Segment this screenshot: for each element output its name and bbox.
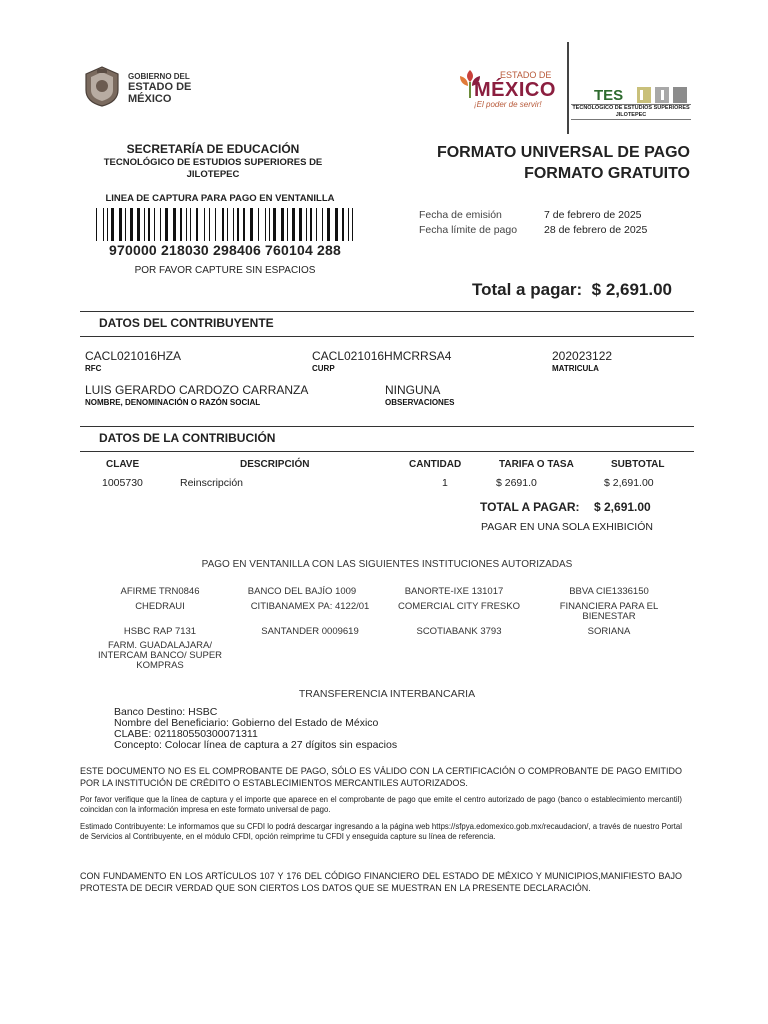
tes-bars-icon xyxy=(637,87,689,103)
institution-item: SANTANDER 0009619 xyxy=(261,626,359,637)
tes-logo: TES xyxy=(594,87,624,104)
transferencia-line: Nombre del Beneficiario: Gobierno del Estado de México xyxy=(114,717,379,729)
institution-item: BANCO DEL BAJÍO 1009 xyxy=(247,586,357,597)
divider-contribuyente-top xyxy=(80,311,694,312)
col-header-descripcion: DESCRIPCIÓN xyxy=(240,459,310,470)
institution-item: BBVA CIE1336150 xyxy=(569,586,649,597)
transferencia-line: Concepto: Colocar línea de captura a 27 dígitos sin espacios xyxy=(114,739,398,751)
transferencia-line: CLABE: 021180550300071311 xyxy=(114,728,258,740)
institution-item: AFIRME TRN0846 xyxy=(120,586,200,597)
transferencia-line: Banco Destino: HSBC xyxy=(114,706,218,718)
col-header-clave: CLAVE xyxy=(106,459,140,470)
formato-title: FORMATO UNIVERSAL DE PAGO xyxy=(436,144,690,161)
legal-paragraph-4: CON FUNDAMENTO EN LOS ARTÍCULOS 107 Y 176 DEL CÓDIGO FINANCIERO DEL ESTADO DE MÉXICO Y MUNICIPIOS,MANIFIESTO BAJO PROTESTA DE DECIR VERDAD QUE SON CIERTOS LOS DATOS QUE SE MUESTRAN EN LA PRESENTE DECLARACIÓN. xyxy=(80,871,682,893)
divider-contribucion-bottom xyxy=(80,451,694,452)
transferencia-title: TRANSFERENCIA INTERBANCARIA xyxy=(298,688,476,700)
institution-item: SORIANA xyxy=(587,626,631,637)
exhibicion-note: PAGAR EN UNA SOLA EXHIBICIÓN xyxy=(481,521,653,533)
nombre-value: LUIS GERARDO CARDOZO CARRANZA xyxy=(85,383,309,397)
capture-number: 970000 218030 298406 760104 288 xyxy=(109,242,341,258)
row-cantidad: 1 xyxy=(442,477,448,489)
divider-contribuyente-bottom xyxy=(80,336,694,337)
col-header-tarifa: TARIFA O TASA xyxy=(499,459,574,470)
capture-instruction: POR FAVOR CAPTURE SIN ESPACIOS xyxy=(134,265,316,276)
legal-paragraph-1: ESTE DOCUMENTO NO ES EL COMPROBANTE DE PAGO, SÓLO ES VÁLIDO CON LA CERTIFICACIÓN O COMPROBANTE DE PAGO EMITIDO POR LA INSTITUCIÓN DE CRÉDITO O ESTABLECIMIENTOS MERCANTILES AUTORIZADOS. xyxy=(80,766,682,788)
col-header-cantidad: CANTIDAD xyxy=(409,459,462,470)
instituciones-title: PAGO EN VENTANILLA CON LAS SIGUIENTES INSTITUCIONES AUTORIZADAS xyxy=(201,559,573,570)
edomex-slogan: ¡El poder de servir! xyxy=(474,100,542,109)
curp-value: CACL021016HMCRRSA4 xyxy=(312,349,452,363)
total-header-value: $ 2,691.00 xyxy=(591,280,672,299)
row-descripcion: Reinscripción xyxy=(180,477,244,489)
nombre-label: NOMBRE, DENOMINACIÓN O RAZÓN SOCIAL xyxy=(85,398,261,407)
observaciones-label: OBSERVACIONES xyxy=(385,398,455,407)
formato-subtitle: FORMATO GRATUITO xyxy=(524,165,690,182)
limite-value: 28 de febrero de 2025 xyxy=(544,224,648,236)
divider-contribucion-top xyxy=(80,426,694,427)
row-tarifa: $ 2691.0 xyxy=(496,477,537,489)
tes-subtitle xyxy=(571,104,691,120)
linea-captura-label: LINEA DE CAPTURA PARA PAGO EN VENTANILLA xyxy=(105,193,335,204)
curp-label: CURP xyxy=(312,364,335,373)
tes-sub-line-1: TECNOLÓGICO DE ESTUDIOS SUPERIORES xyxy=(572,105,690,111)
edomex-small: ESTADO DE xyxy=(500,70,552,80)
gob-line-3: MÉXICO xyxy=(128,93,172,105)
total-header xyxy=(440,280,672,300)
institution-item: COMERCIAL CITY FRESKO xyxy=(398,601,520,612)
institution-item: BANORTE-IXE 131017 xyxy=(404,586,504,597)
tecnologico-subtitle: TECNOLÓGICO DE ESTUDIOS SUPERIORES DE JILOTEPEC xyxy=(103,157,323,180)
institution-item: FINANCIERA PARA EL BIENESTAR xyxy=(559,601,659,622)
gob-line-2: ESTADO DE xyxy=(128,81,192,93)
secretaria-title: SECRETARÍA DE EDUCACIÓN xyxy=(126,142,300,156)
rfc-label: RFC xyxy=(85,364,102,373)
total-pagar-label: TOTAL A PAGAR: xyxy=(480,500,580,514)
edomex-logo-text xyxy=(474,70,556,109)
matricula-label: MATRICULA xyxy=(552,364,599,373)
institution-item: CHEDRAUI xyxy=(135,601,185,612)
row-subtotal: $ 2,691.00 xyxy=(604,477,654,489)
observaciones-value: NINGUNA xyxy=(385,383,441,397)
limite-label: Fecha límite de pago xyxy=(419,224,518,236)
col-header-subtotal: SUBTOTAL xyxy=(611,459,665,470)
gobierno-seal-icon xyxy=(82,64,122,108)
legal-paragraph-2: Por favor verifique que la línea de captura y el importe que aparece en el comprobante de pago que emite el centro autorizado de pago (banco o establecimiento mercantil) coincidan con la información impresa en este formato universal de pago. xyxy=(80,795,682,814)
institution-item: HSBC RAP 7131 xyxy=(123,626,197,637)
gobierno-logo-text xyxy=(128,72,191,105)
emision-value: 7 de febrero de 2025 xyxy=(544,209,642,221)
gob-line-1: GOBIERNO DEL xyxy=(128,72,190,81)
legal-paragraph-3: Estimado Contribuyente: Le informamos que su CFDI lo podrá descargar ingresando a la página web https://sfpya.edomexico.gob.mx/recaudacion/, a través de nuestro Portal de Servicios al Contribuyente, en el módulo CFDI, opción reimprime tu CFDI y enseguida capture su línea de referencia. xyxy=(80,822,682,841)
institution-item: SCOTIABANK 3793 xyxy=(416,626,502,637)
tes-sub-line-2: JILOTEPEC xyxy=(615,112,647,118)
edomex-big: MÉXICO xyxy=(474,79,556,101)
contribuyente-title: DATOS DEL CONTRIBUYENTE xyxy=(99,316,274,330)
contribucion-title: DATOS DE LA CONTRIBUCIÓN xyxy=(99,431,276,445)
institution-item: FARM. GUADALAJARA/ INTERCAM BANCO/ SUPER KOMPRAS xyxy=(97,640,223,671)
row-clave: 1005730 xyxy=(102,477,143,489)
matricula-value: 202023122 xyxy=(552,349,613,363)
header-divider xyxy=(567,42,569,134)
institution-item: CITIBANAMEX PA: 4122/01 xyxy=(250,601,370,612)
transferencia-details xyxy=(114,707,397,751)
rfc-value: CACL021016HZA xyxy=(85,349,182,363)
barcode-icon xyxy=(96,208,353,241)
total-header-label: Total a pagar: xyxy=(471,280,583,299)
total-pagar-value: $ 2,691.00 xyxy=(594,500,651,514)
emision-label: Fecha de emisión xyxy=(419,209,502,221)
